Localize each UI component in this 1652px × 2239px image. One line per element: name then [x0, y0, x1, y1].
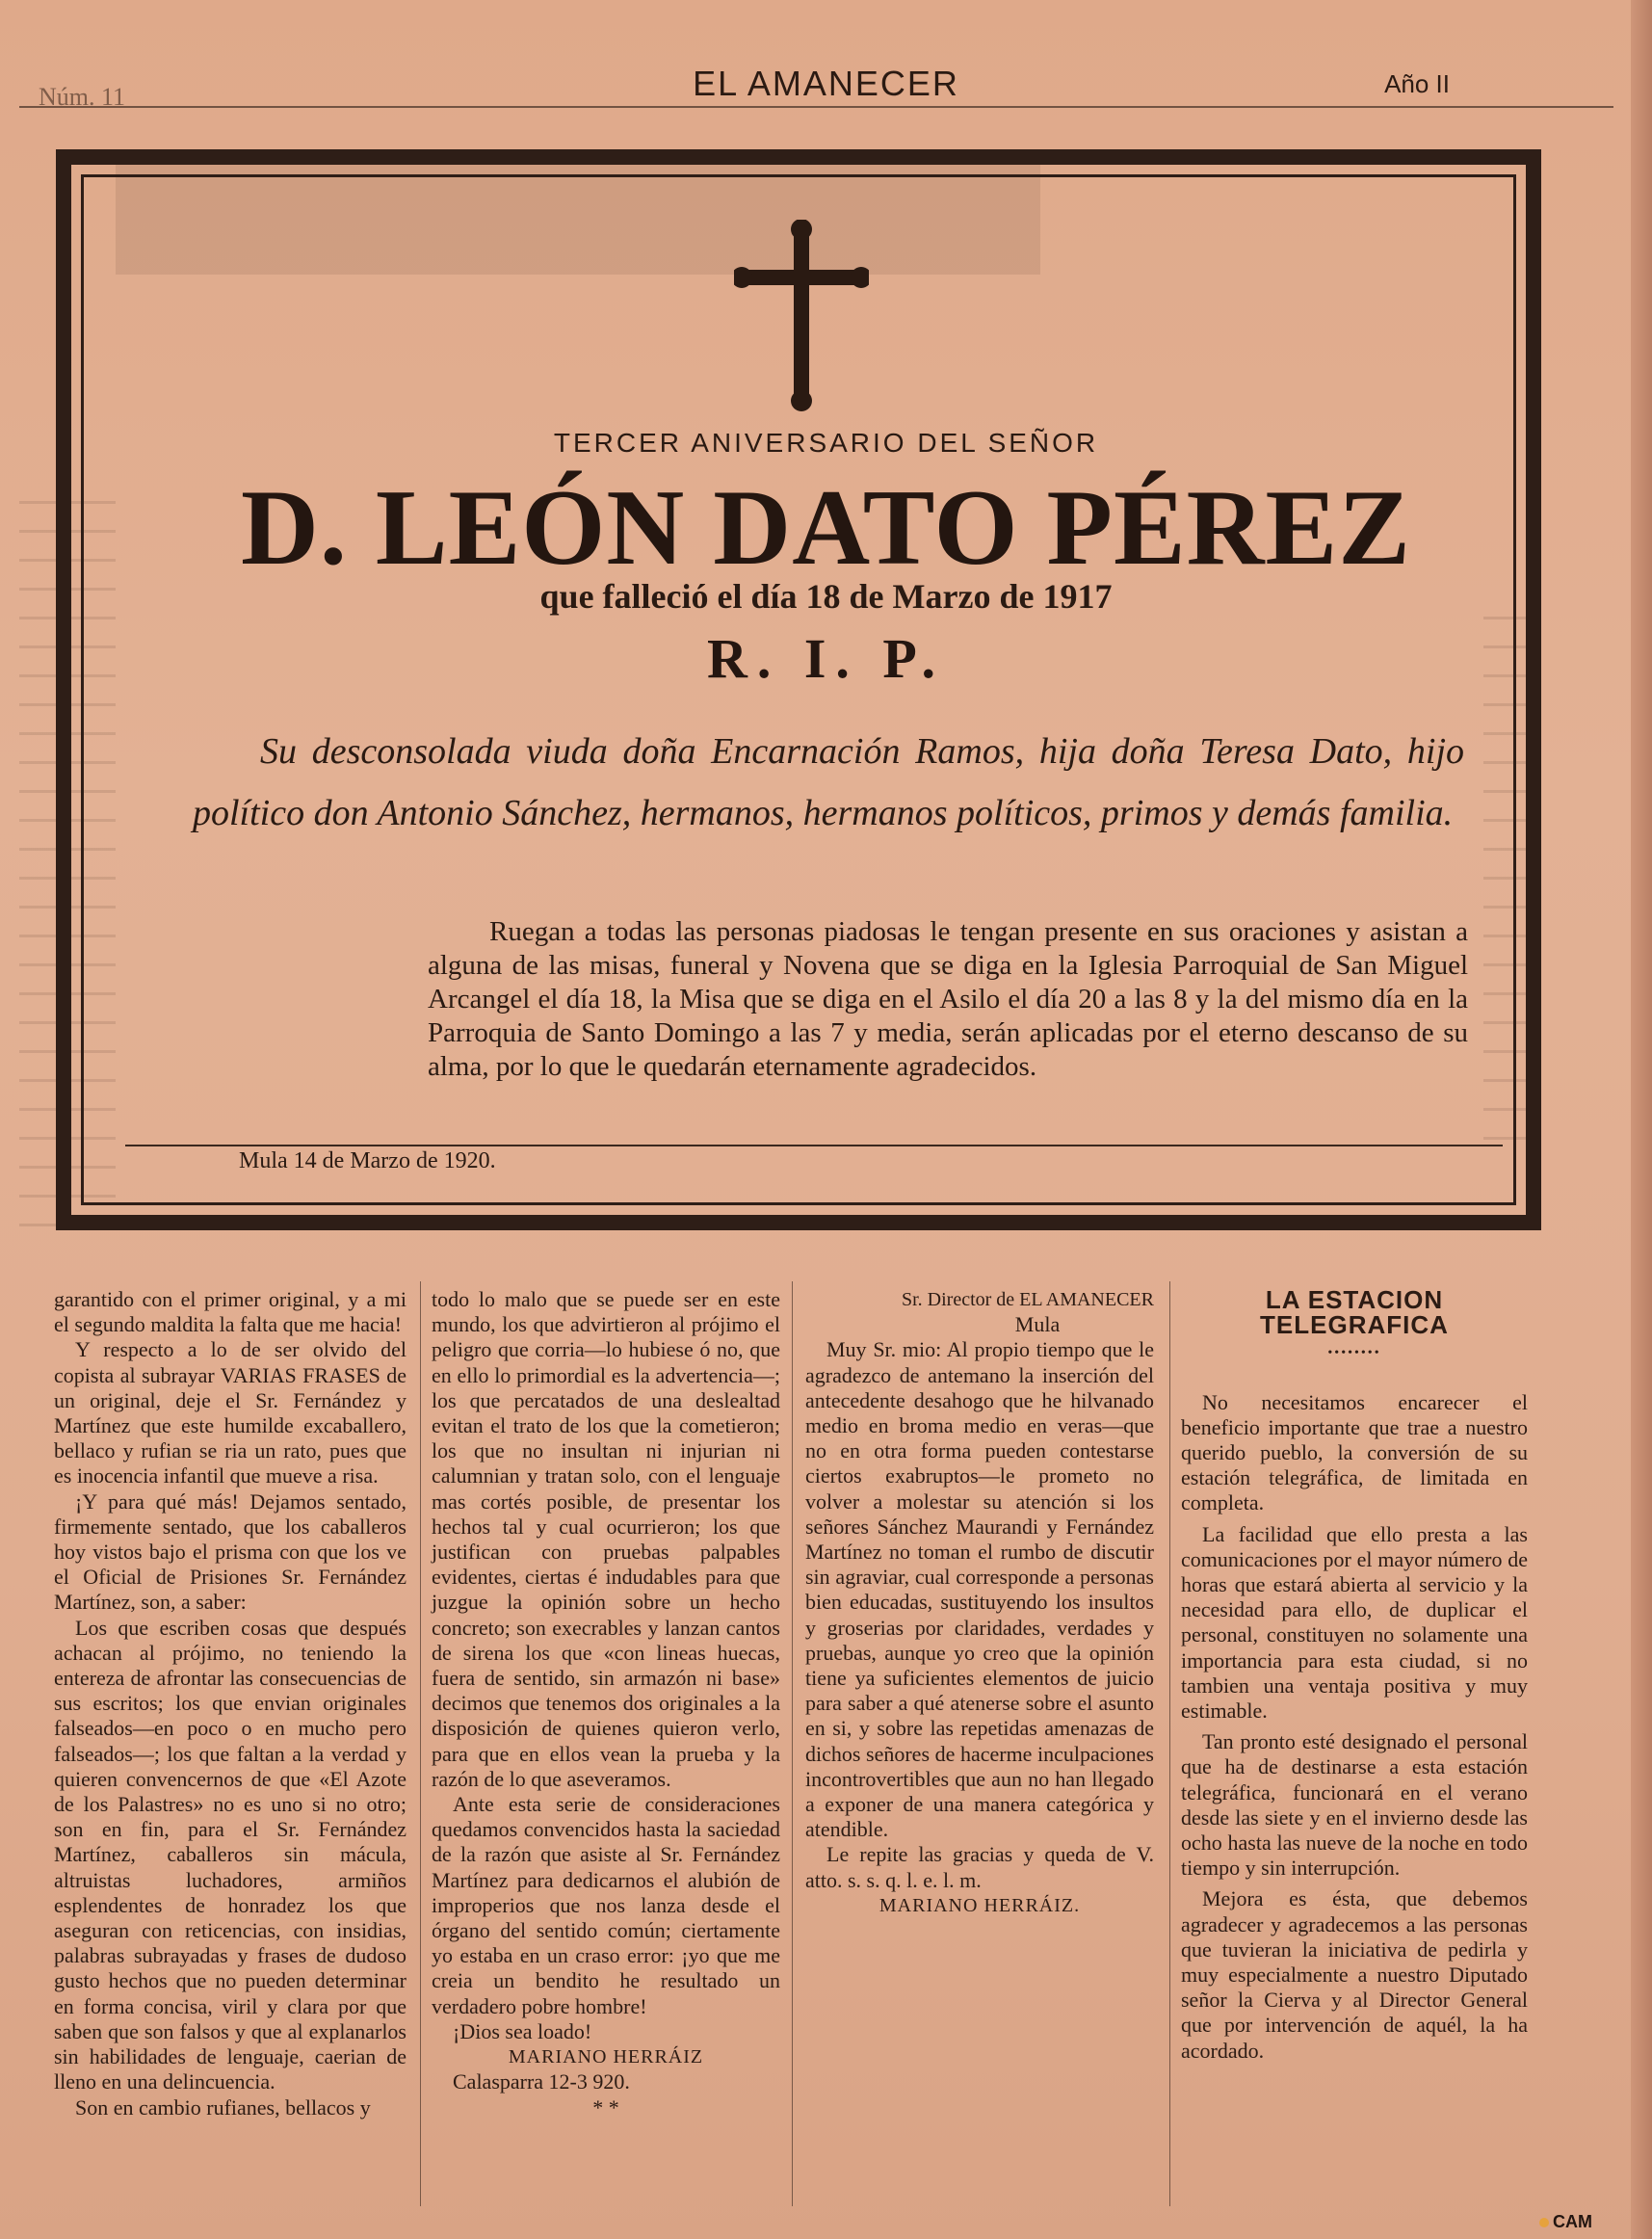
paragraph: todo lo malo que se puede ser en este mundo, los que advirtieron al prójimo el peligro que corria—lo hubiese ó no, que en ello lo primordial es la advertencia—; los que percatados de una deslealtad evitan el trato de los que la cometieron; los que no insultan ni injurian ni calumnian y tratan solo, con el lenguaje mas cortés posible, de presentar los hechos tal y cual ocurrieron; los que justifican con pruebas palpables evidentes, ciertas é indudables para que juzgue la opinión sobre un hecho concreto; son execrables y lanzan cantos de sirena los que «con lineas huecas, fuera de sentido, sin armazón ni base» decimos que tenemos dos originales a la disposición de quienes quieron verlo, para que en ellos vean la prueba y la razón de lo que aseveramos.	[432, 1287, 780, 1791]
obituary-family: Su desconsolada viuda doña Encarnación Ramos, hija doña Teresa Dato, hijo político don Antonio Sánchez, hermanos, hermanos políticos, primos y demás familia.	[193, 731, 1464, 833]
paragraph: ¡Dios sea loado!	[453, 2018, 592, 2043]
letter-city: Mula	[1014, 1312, 1061, 1337]
place-date: Calasparra 12-3 920.	[453, 2069, 630, 2094]
paragraph: Son en cambio rufianes, bellacos y	[75, 2094, 371, 2120]
logo-dot-icon	[1539, 2218, 1549, 2227]
obituary-subtitle: TERCER ANIVERSARIO DEL SEÑOR	[553, 428, 1099, 458]
article-column-3	[805, 1287, 1154, 1918]
paragraph: ¡Y para qué más! Dejamos sentado, firmemente sentado, que los caballeros hoy vistos bajo el prisma con que los ve el Oficial de Prisiones Sr. Fernández Martínez, son, a saber:	[54, 1488, 406, 1615]
paragraph: No necesitamos encarecer el beneficio importante que trae a nuestro querido pueblo, la conversión de su estación telegráfica, de limitada en completa.	[1181, 1389, 1528, 1515]
heading-ornament: ••••••••	[1327, 1346, 1381, 1361]
paragraph: Muy Sr. mio: Al propio tiempo que le agradezco de antemano la inserción del antecedente desahogo que he hilvanado medio en broma medio en veras—que no en otra forma pueden contestarse ciertos exabruptos—le prometo no volver a molestar su atención si los señores Sánchez Maurandi y Fernández Martínez no toman el rumbo de discutir sin agraviar, cual corresponde a personas bien educadas, sustituyendo los insultos y groserias por claridades, verdades y pruebas, aunque yo creo que la opinión tiene ya suficientes elementos de juicio para saber a qué atenerse sobre el asunto en si, y sobre las repetidas amenazas de dichos señores de hacerme inculpaciones incontrovertibles que aun no han llegado a exponer de una manera categórica y atendible.	[805, 1337, 1154, 1842]
article-column-1	[54, 1287, 406, 2120]
letter-addressee: Sr. Director de EL AMANECER	[901, 1289, 1154, 1310]
page-edge	[1631, 0, 1652, 2239]
masthead	[0, 58, 1652, 111]
newspaper-title: EL AMANECER	[693, 64, 959, 103]
obituary-prayer: Ruegan a todas las personas piadosas le tengan presente en sus oraciones y asistan a alguna de las misas, funeral y Novena que se diga en la Iglesia Parroquial de San Miguel Arcangel el día 18, la Misa que se diga en el Asilo el día 20 a las 8 y la del mismo día en la Parroquia de Santo Domingo a las 7 y media, serán aplicadas por el eterno descanso de su alma, por lo que le quedarán eternamente agradecidos.	[428, 916, 1468, 1082]
paragraph: Tan pronto esté designado el personal que ha de destinarse a esta estación telegráfica, funcionará en el verano desde las siete y en el invierno desde las ocho hasta las nueve de la noche en todo tiempo y sin interrupción.	[1181, 1729, 1528, 1881]
signature: MARIANO HERRÁIZ.	[878, 1894, 1081, 1916]
signature: MARIANO HERRÁIZ	[508, 2046, 704, 2068]
paragraph: La facilidad que ello presta a las comunicaciones por el mayor número de horas que estará abierta al servicio y la necesidad para ello, de duplicar el personal, constituyen no solamente una importancia para esta ciudad, si no tambien una ventaja positiva y muy estimable.	[1181, 1521, 1528, 1724]
article-heading: LA ESTACION TELEGRAFICA	[1260, 1285, 1449, 1340]
volume-year: Año II	[1384, 69, 1450, 98]
archive-logo	[1539, 2212, 1592, 2232]
column-divider	[420, 1281, 421, 2206]
cross-icon	[734, 220, 869, 412]
issue-number: Núm. 11	[39, 83, 126, 111]
logo-text: CAM	[1553, 2212, 1592, 2231]
paragraph: garantido con el primer original, y a mi el segundo maldita la falta que me hacia!	[54, 1287, 406, 1337]
separator-stars: * *	[592, 2094, 619, 2120]
obituary-dateline: Mula 14 de Marzo de 1920.	[239, 1148, 496, 1173]
article-column-2	[432, 1287, 780, 2120]
obituary-rip: R. I. P.	[706, 627, 946, 690]
paragraph: Los que escriben cosas que después achacan al prójimo, no teniendo la entereza de afrontar las consecuencias de sus escritos; los que envian originales falseados—en poco o en mucho pero falseados—; los que faltan a la verdad y quieren convencernos de que «El Azote de los Palastres» no es uno si no otro; son en fin, para el Sr. Fernández Martínez, caballeros sin mácula, altruistas luchadores, armiños esplendentes de honradez los que aseguran con reticencias, con insidias, palabras subrayadas y frases de dudoso gusto hechos que no pueden determinar en forma concisa, viril y clara por que saben que son falsos y que al explanarlos sin habilidades de lenguaje, caerian de lleno en una delincuencia.	[54, 1615, 406, 2094]
column-divider	[792, 1281, 793, 2206]
paragraph: Mejora es ésta, que debemos agradecer y agradecemos a las personas que tuvieran la iniciativa de pedirla y muy especialmente a nuestro Diputado señor la Cierva y al Director General que por intervención de aquél, la ha acordado.	[1181, 1886, 1528, 2063]
obituary-death-date: que falleció el día 18 de Marzo de 1917	[539, 577, 1113, 616]
column-divider	[1169, 1281, 1170, 2206]
article-column-4	[1181, 1287, 1528, 2064]
paragraph: Y respecto a lo de ser olvido del copista al subrayar VARIAS FRASES de un original, deje el Sr. Fernández y Martínez que este humilde excaballero, bellaco y rufian se ria un rato, pues que es inocencia infantil que mueve a risa.	[54, 1337, 406, 1488]
paragraph: Ante esta serie de consideraciones quedamos convencidos hasta la saciedad de la razón que asiste al Sr. Fernández Martínez para dedicarnos el alubión de improperios que nos lanza desde el órgano del sentido común; ciertamente yo estaba en un craso error: ¡yo que me creia un bendito he resultado un verdadero pobre hombre!	[432, 1792, 780, 2018]
header-rule	[19, 106, 1613, 108]
obituary-rule	[125, 1145, 1503, 1146]
paragraph: Le repite las gracias y queda de V. atto. s. s. q. l. e. l. m.	[805, 1842, 1154, 1892]
obituary-name: D. LEÓN DATO PÉREZ	[241, 468, 1411, 588]
